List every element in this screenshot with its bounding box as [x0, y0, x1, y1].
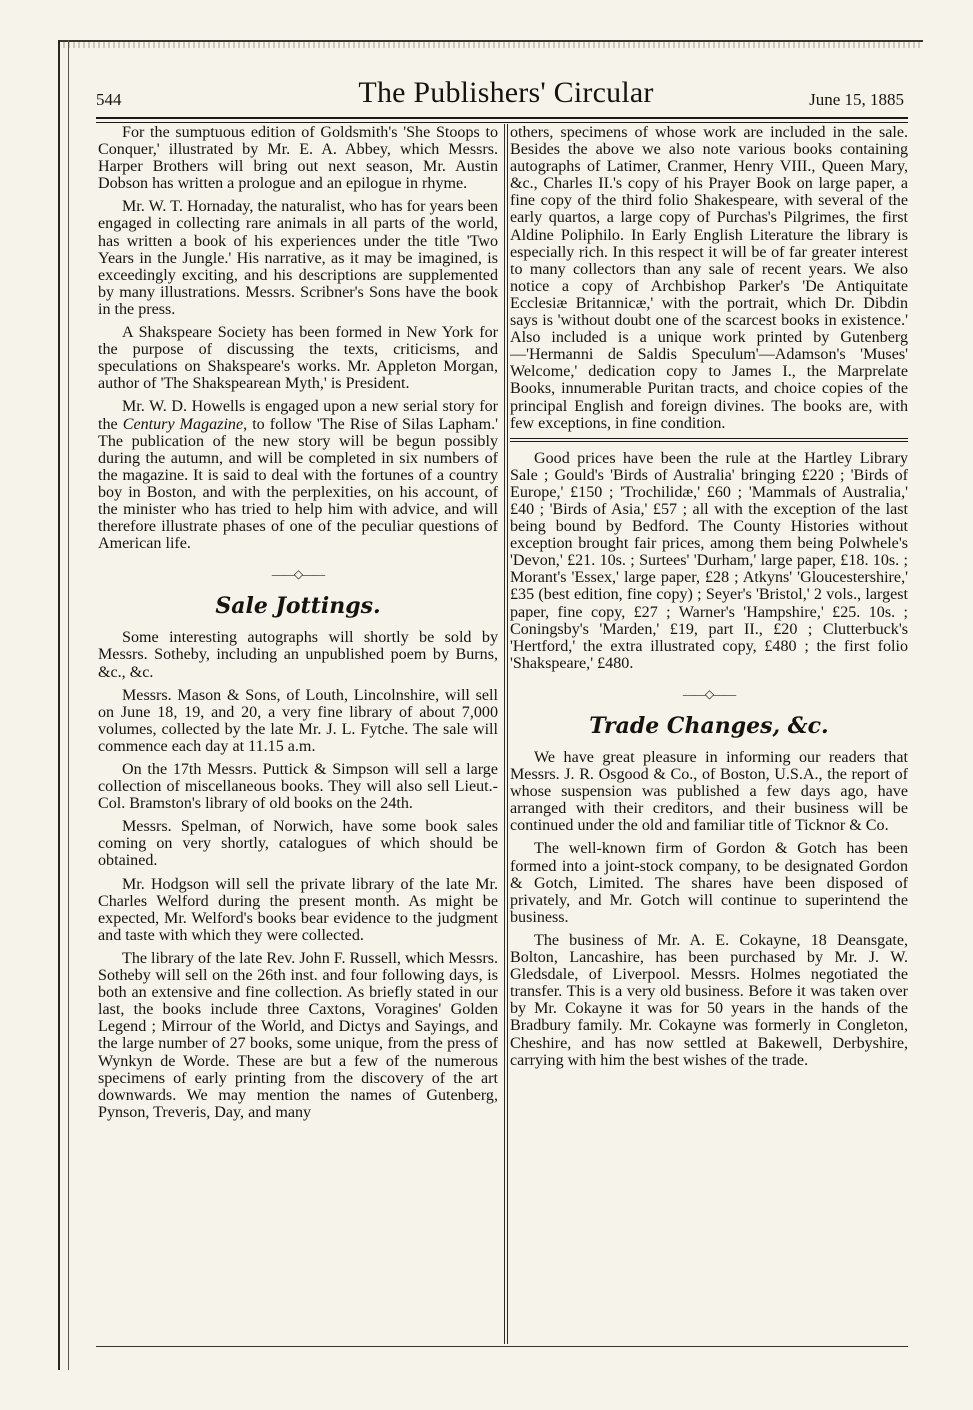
section-ornament: ——◇—— [682, 686, 736, 701]
left-column [98, 124, 498, 1344]
paragraph: We have great pleasure in informing our readers that Messrs. J. R. Osgood & Co., of Boston, U.S.A., the report of whose suspension was published a few days ago, have arranged with their creditors, and their business will be continued under the old and familiar title of Ticknor & Co. [510, 749, 908, 835]
header-rule [96, 117, 908, 123]
section-heading-trade-changes: Trade Changes, &c. [589, 713, 829, 739]
paragraph: Some interesting autographs will shortly be sold by Messrs. Sotheby, including an unpublished poem by Burns, &c., &c. [98, 629, 498, 681]
issue-date: June 15, 1885 [809, 90, 904, 109]
column-divider [504, 124, 508, 1344]
section-heading-sale-jottings: Sale Jottings. [215, 593, 381, 620]
paragraph: Mr. Hodgson will sell the private library of the late Mr. Charles Welford during the present month. As might be expected, Mr. Welford's books bear evidence to the judgment and taste with which they were collected. [98, 875, 498, 944]
paragraph: The library of the late Rev. John F. Russell, which Messrs. Sotheby will sell on the 26th inst. and four following days, is both an extensive and fine collection. As briefly stated in our last, the books include three Caxtons, Voragines' Golden Legend ; Mirrour of the World, and Dictys and Sayings, and the large number of 27 books, some unique, from the press of Wynkyn de Worde. These are but a few of the numerous specimens of early printing from the discovery of the art downwards. We may mention the names of Gutenberg, Pynson, Treveris, Day, and many [98, 949, 498, 1121]
paragraph [98, 398, 498, 552]
paragraph: others, specimens of whose work are included in the sale. Besides the above we also note various books containing autographs of Latimer, Cranmer, Henry VIII., Queen Mary, &c., Charles II.'s copy of his Prayer Book on large paper, a fine copy of the third folio Shakespeare, with several of the early quartos, a large copy of Purchas's Pilgrimes, the first Aldine Poliphilo. In Early English Literature the library is especially rich. In this respect it will be of far greater interest to many collectors than any sale of recent years. We also notice a copy of Archbishop Parker's 'De Antiquitate Ecclesiæ Britannicæ,' with the portrait, which Dr. Dibdin says is 'without doubt one of the scarcest books in existence.' Also included is a unique work printed by Gutenberg—'Hermanni de Saldis Speculum'—Adamson's 'Muses' Welcome,' dedication copy to James I., the Marprelate Books, innumerable Puritan tracts, and choice copies of the principal English and foreign divines. The books are, with few exceptions, in fine condition. [510, 124, 908, 432]
bottom-rule [96, 1346, 908, 1347]
page-binding-edge [58, 40, 69, 1370]
paragraph-rule [510, 438, 908, 442]
italic-title: Century Magazine [122, 415, 244, 433]
text-run: , to follow 'The Rise of Silas Lapham.' The publication of the new story will be begun possibly during the autumn, and will be completed in six numbers of the magazine. It is said to deal with the fortunes of a country boy in Boston, and with the perplexities, on his account, of the minister who has tried to help him with advice, and will therefore illustrate phases of one of the peculiar questions of American life. [98, 415, 498, 553]
page-top-edge [58, 40, 923, 48]
section-ornament: ——◇—— [271, 567, 325, 582]
paragraph: On the 17th Messrs. Puttick & Simpson will sell a large collection of miscellaneous books. They will also sell Lieut.-Col. Bramston's library of old books on the 24th. [98, 761, 498, 813]
page-header [96, 76, 916, 116]
right-column [510, 124, 908, 1344]
paragraph: A Shakspeare Society has been formed in New York for the purpose of discussing the texts, criticisms, and speculations on Shakspeare's works. Mr. Appleton Morgan, author of 'The Shakspearean Myth,' is President. [98, 324, 498, 393]
paragraph: Messrs. Mason & Sons, of Louth, Lincolnshire, will sell on June 18, 19, and 20, a very fine library of about 7,000 volumes, collected by the late Mr. J. L. Fytche. The sale will commence each day at 11.15 a.m. [98, 686, 498, 755]
journal-title: The Publishers' Circular [358, 76, 654, 109]
paragraph: The well-known firm of Gordon & Gotch has been formed into a joint-stock company, to be designated Gordon & Gotch, Limited. The shares have been disposed of privately, and Mr. Gotch will continue to superintend the business. [510, 840, 908, 926]
page-number: 544 [96, 90, 122, 109]
paragraph: For the sumptuous edition of Goldsmith's 'She Stoops to Conquer,' illustrated by Mr. E. A. Abbey, which Messrs. Harper Brothers will bring out next season, Mr. Austin Dobson has written a prologue and an epilogue in rhyme. [98, 124, 498, 193]
paragraph: Good prices have been the rule at the Hartley Library Sale ; Gould's 'Birds of Australia' bringing £220 ; 'Birds of Europe,' £150 ; 'Trochilidæ,' £60 ; 'Mammals of Australia,' £40 ; 'Birds of Asia,' £57 ; all with the exception of the last being bound by Bedford. The County Histories without exception brought fair prices, among them being Polwhele's 'Devon,' £21. 10s. ; Surtees' 'Durham,' large paper, £18. 10s. ; Morant's 'Essex,' large paper, £28 ; Atkyns' 'Gloucestershire,' £35 (best edition, fine copy) ; Seyer's 'Bristol,' 2 vols., largest paper, fine copy, £27 ; Warner's 'Hampshire,' £25. 10s. ; Coningsby's 'Marden,' £19, part II., £20 ; Clutterbuck's 'Hertford,' the extra illustrated copy, £480 ; the first folio 'Shakspeare,' £480. [510, 449, 908, 672]
paragraph: Mr. W. T. Hornaday, the naturalist, who has for years been engaged in collecting rare animals in all parts of the world, has written a book of his experiences under the title 'Two Years in the Jungle.' His narrative, as it may be imagined, is exceedingly exciting, and his descriptions are supplemented by many illustrations. Messrs. Scribner's Sons have the book in the press. [98, 198, 498, 318]
paragraph: Messrs. Spelman, of Norwich, have some book sales coming on very shortly, catalogues of which should be obtained. [98, 818, 498, 870]
paragraph: The business of Mr. A. E. Cokayne, 18 Deansgate, Bolton, Lancashire, has been purchased by Mr. J. W. Gledsdale, of Liverpool. Messrs. Holmes negotiated the transfer. This is a very old business. Before it was taken over by Mr. Cokayne it was for 50 years in the hands of the Bradbury family. Mr. Cokayne was formerly in Congleton, Cheshire, and has now settled at Bakewell, Derbyshire, carrying with him the best wishes of the trade. [510, 931, 908, 1069]
text-run: Mr. W. D. Howells is engaged upon a new serial story for the [98, 398, 498, 433]
